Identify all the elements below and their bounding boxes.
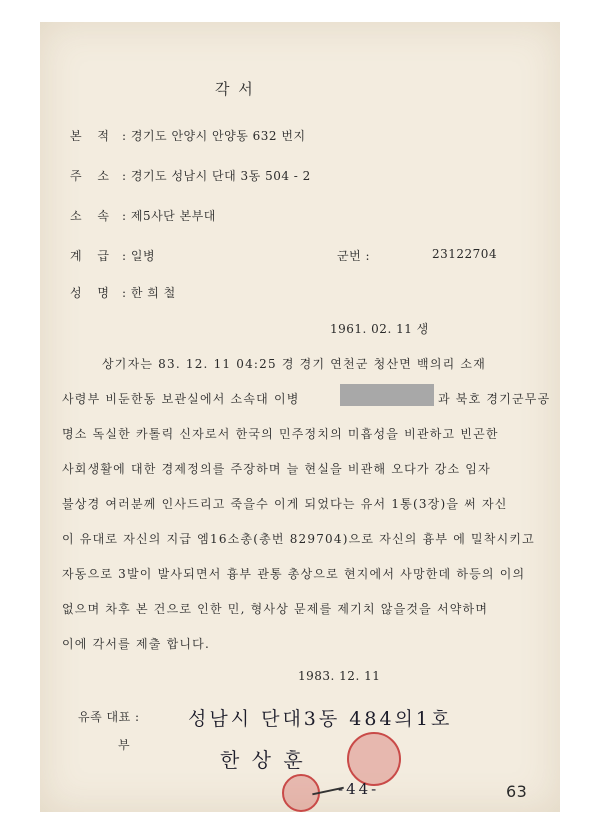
field-label-domicile: 본 적 — [70, 129, 115, 143]
body-line-2-suffix: 과 북호 경기군무공 — [438, 392, 551, 406]
service-number: 23122704 — [432, 247, 498, 261]
document-page — [40, 22, 560, 812]
body-line-3: 명소 독실한 카톨릭 신자로서 한국의 민주정치의 미흡성을 비관하고 빈곤한 — [62, 427, 499, 441]
handwritten-name: 한 상 훈 — [220, 748, 306, 772]
field-label-unit: 소 속 — [70, 209, 115, 223]
field-value-address: : 경기도 성남시 단대 3동 504 - 2 — [122, 169, 311, 183]
body-line-2: 사령부 비둔한동 보관실에서 소속대 이병 — [62, 392, 300, 406]
field-label-name: 성 명 — [70, 286, 115, 300]
field-value-rank: : 일병 — [122, 249, 156, 263]
field-label-address: 주 소 — [70, 169, 115, 183]
field-value-domicile: : 경기도 안양시 안양동 632 번지 — [122, 129, 306, 143]
body-line-6: 이 유대로 자신의 지급 엠16소총(총번 829704)으로 자신의 흉부 에 밀착시키고 — [62, 532, 535, 546]
body-line-5: 불상경 여러분께 인사드리고 죽을수 이게 되었다는 유서 1통(3장)을 써 자신 — [62, 497, 508, 511]
body-line-7: 자동으로 3발이 발사되면서 흉부 관통 총상으로 현지에서 사망한데 하등의 이의 — [62, 567, 526, 581]
body-line-9: 이에 각서를 제출 합니다. — [62, 637, 210, 651]
body-line-8: 없으며 차후 본 건으로 인한 민, 형사상 문제를 제기치 않을것을 서약하며 — [62, 602, 489, 616]
document-title: 각 서 — [215, 80, 255, 98]
field-value-name: : 한 희 철 — [122, 286, 176, 300]
father-label: 부 — [118, 738, 131, 752]
handwritten-address: 성남시 단대3동 484의1호 — [188, 708, 453, 730]
birth-date: 1961. 02. 11 생 — [330, 322, 429, 336]
date-line: 1983. 12. 11 — [298, 669, 381, 683]
bereaved-label: 유족 대표 : — [78, 710, 140, 724]
field-value-unit: : 제5사단 본부대 — [122, 209, 216, 223]
red-seal-stamp — [347, 732, 401, 786]
page-number: 63 — [506, 782, 528, 801]
field-label-rank: 계 급 — [70, 249, 115, 263]
body-line-4: 사회생활에 대한 경제정의를 주장하며 늘 현실을 비관해 오다가 강소 임자 — [62, 462, 491, 476]
handwritten-page-mark: -44- — [338, 780, 380, 798]
service-number-label: 군번 : — [337, 249, 371, 263]
body-line-1: 상기자는 83. 12. 11 04:25 경 경기 연천군 청산면 백의리 소재 — [102, 357, 487, 371]
redacted-name — [340, 384, 434, 406]
